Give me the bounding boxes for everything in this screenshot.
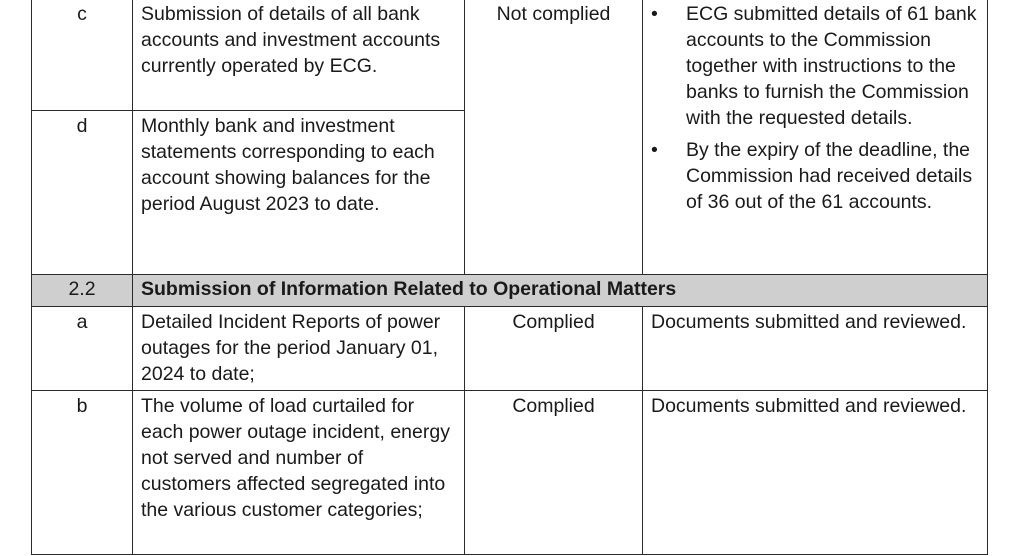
requirement-description: The volume of load curtailed for each power outage incident, energy not served and number of customers affected segregated into the various customer categories;	[133, 391, 465, 555]
observation-bullet: • ECG submitted details of 61 bank accounts to the Commission together with instructions to the banks to furnish the Commission with the requested details.	[651, 1, 979, 131]
status-cell: Not complied	[465, 0, 643, 275]
requirement-description: Monthly bank and investment statements corresponding to each account showing balances for the period August 2023 to date.	[133, 111, 465, 275]
table-row	[32, 391, 988, 555]
table-row	[32, 0, 988, 111]
section-header-row	[32, 275, 988, 307]
table-row	[32, 307, 988, 391]
row-number: b	[32, 391, 133, 555]
observation-cell: Documents submitted and reviewed.	[643, 391, 988, 555]
section-title: Submission of Information Related to Operational Matters	[133, 275, 988, 307]
observation-cell: Documents submitted and reviewed.	[643, 307, 988, 391]
observation-list	[651, 1, 979, 215]
requirement-description: Submission of details of all bank accounts and investment accounts currently operated by ECG.	[133, 0, 465, 111]
status-cell: Complied	[465, 307, 643, 391]
observation-bullet: • By the expiry of the deadline, the Commission had received details of 36 out of the 61 accounts.	[651, 137, 979, 215]
requirement-description: Detailed Incident Reports of power outages for the period January 01, 2024 to date;	[133, 307, 465, 391]
section-number: 2.2	[32, 275, 133, 307]
compliance-table	[31, 0, 988, 555]
status-cell: Complied	[465, 391, 643, 555]
row-number: a	[32, 307, 133, 391]
row-number: d	[32, 111, 133, 275]
observation-cell	[643, 0, 988, 275]
row-number: c	[32, 0, 133, 111]
